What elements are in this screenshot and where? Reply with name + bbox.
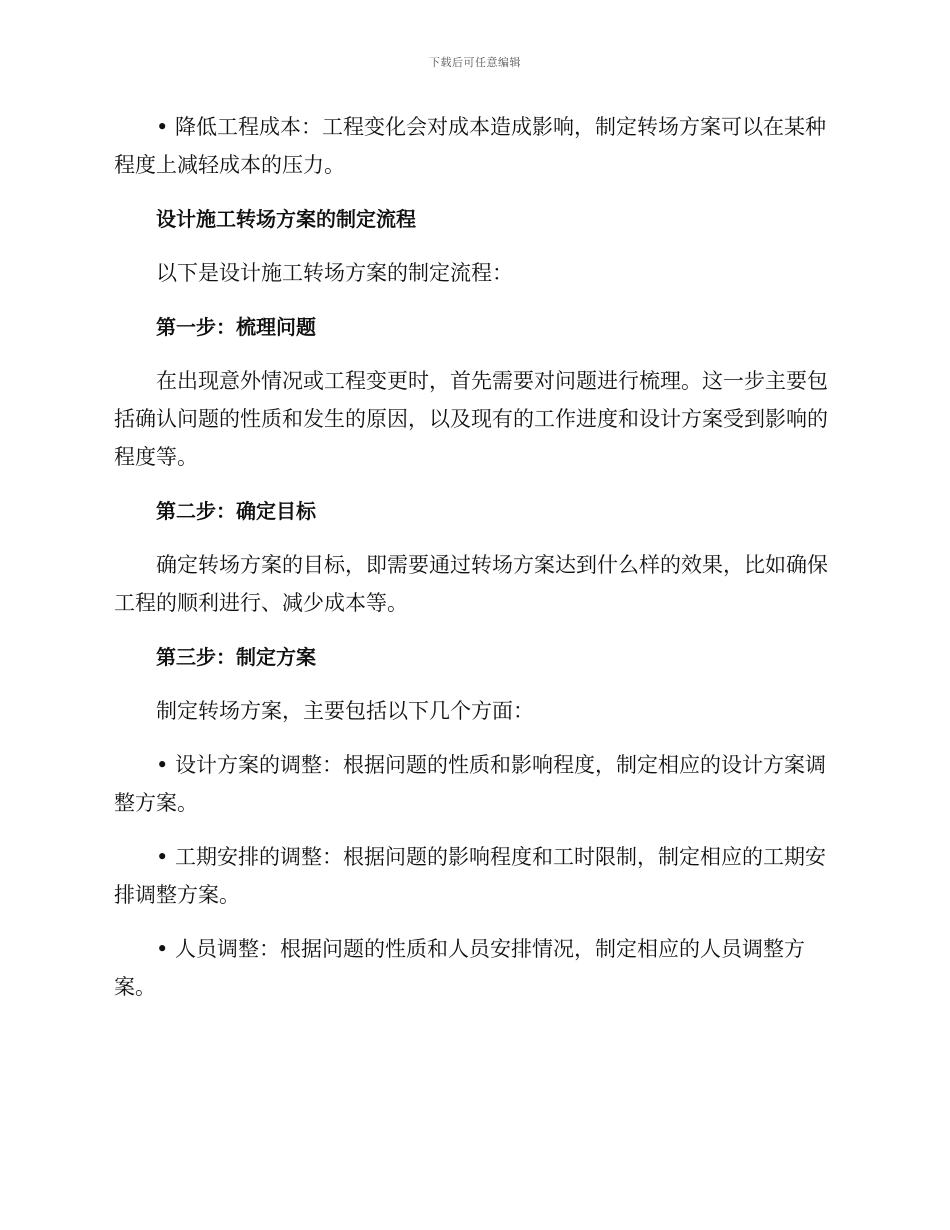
step-two-text: 确定转场方案的目标，即需要通过转场方案达到什么样的效果，比如确保工程的顺利进行、减少成本等。 [114,553,828,615]
bullet-reduce-cost: • 降低工程成本：工程变化会对成本造成影响，制定转场方案可以在某种程度上减轻成本的压力。 [114,115,827,177]
step-one-heading: 第一步：梳理问题 [156,315,316,339]
header-note: 下载后可任意编辑 [429,56,521,69]
bullet-staff-adjustment: • 人员调整：根据问题的性质和人员安排情况，制定相应的人员调整方案。 [114,937,806,999]
step-three-intro: 制定转场方案，主要包括以下几个方面： [156,699,534,723]
step-three-heading: 第三步：制定方案 [156,645,316,669]
document-body [114,108,832,1022]
step-one-text: 在出现意外情况或工程变更时，首先需要对问题进行梳理。这一步主要包括确认问题的性质和发生的原因，以及现有的工作进度和设计方案受到影响的程度等。 [114,369,828,469]
step-two-heading: 第二步：确定目标 [156,499,316,523]
section-heading: 设计施工转场方案的制定流程 [156,207,416,231]
bullet-design-adjustment: • 设计方案的调整：根据问题的性质和影响程度，制定相应的设计方案调整方案。 [114,753,827,815]
bullet-schedule-adjustment: • 工期安排的调整：根据问题的影响程度和工时限制，制定相应的工期安排调整方案。 [114,845,827,907]
section-intro: 以下是设计施工转场方案的制定流程： [156,261,513,285]
